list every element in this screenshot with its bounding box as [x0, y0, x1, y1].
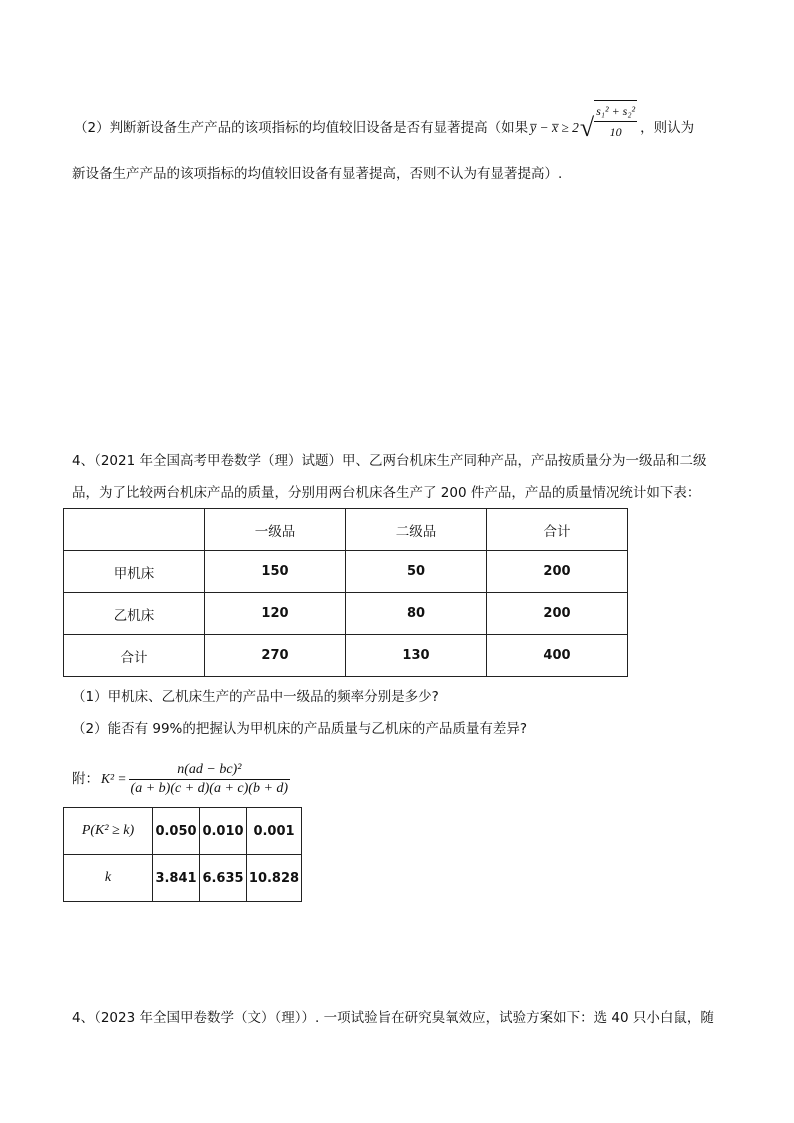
table-cell: 200	[487, 593, 628, 635]
table-cell: 80	[346, 593, 487, 635]
table-cell: 270	[205, 635, 346, 677]
table-cell: 0.010	[200, 808, 247, 855]
table-header-cell	[64, 509, 205, 551]
k2-fraction	[129, 761, 291, 798]
q4-line1: 4、（2021 年全国高考甲卷数学（理）试题）甲、乙两台机床生产同种产品，产品按质量分为一级品和二级	[72, 453, 707, 469]
table-cell: 400	[487, 635, 628, 677]
q3-formula-lhs: y̅ − x̅ ≥ 2	[530, 120, 579, 135]
table-cell: 6.635	[200, 855, 247, 902]
table-cell: 0.050	[153, 808, 200, 855]
ptable-row-label: P(K² ≥ k)	[64, 808, 153, 855]
q4-sub1: （1）甲机床、乙机床生产的产品中一级品的频率分别是多少?	[72, 689, 439, 705]
table-cell: 150	[205, 551, 346, 593]
table-cell: 3.841	[153, 855, 200, 902]
table-header-row	[64, 509, 628, 551]
q4-sub2: （2）能否有 99%的把握认为甲机床的产品质量与乙机床的产品质量有差异?	[72, 721, 528, 737]
appendix-label: 附：	[72, 771, 99, 787]
q3-formula-den: 10	[594, 121, 637, 142]
table-row	[64, 551, 628, 593]
table-cell: 0.001	[247, 808, 302, 855]
q3-part2-line1	[74, 104, 695, 142]
q3-formula-num: s₁² + s₂²	[596, 104, 636, 118]
table-cell: 200	[487, 551, 628, 593]
table-header-cell: 二级品	[346, 509, 487, 551]
table-header-cell: 一级品	[205, 509, 346, 551]
quality-table	[63, 508, 628, 677]
sqrt-icon: √	[579, 113, 595, 142]
q3-part2-line2: 新设备生产产品的该项指标的均值较旧设备有显著提高，否则不认为有显著提高）.	[72, 166, 563, 182]
q3-part2-text: （2）判断新设备生产产品的该项指标的均值较旧设备是否有显著提高（如果	[74, 120, 529, 136]
appendix-formula	[72, 760, 290, 798]
table-row	[64, 855, 302, 902]
table-row	[64, 808, 302, 855]
q3-part2-text-after: ，则认为	[640, 120, 695, 136]
k2-num: n(ad − bc)²	[177, 761, 242, 777]
k2-critical-table	[63, 807, 302, 902]
q3-formula-fraction	[594, 100, 637, 142]
table-header-cell: 合计	[487, 509, 628, 551]
table-row-label: 合计	[64, 635, 205, 677]
table-cell: 10.828	[247, 855, 302, 902]
table-cell: 50	[346, 551, 487, 593]
table-row-label: 甲机床	[64, 551, 205, 593]
table-cell: 130	[346, 635, 487, 677]
table-row	[64, 635, 628, 677]
table-row-label: 乙机床	[64, 593, 205, 635]
ptable-row-label: k	[64, 855, 153, 902]
table-row	[64, 593, 628, 635]
table-cell: 120	[205, 593, 346, 635]
k2-den: (a + b)(c + d)(a + c)(b + d)	[130, 780, 289, 796]
q5-line1: 4、（2023 年全国甲卷数学（文）（理））. 一项试验旨在研究臭氧效应，试验方案如下：选 40 只小白鼠，随	[72, 1010, 714, 1026]
q4-line2: 品，为了比较两台机床产品的质量，分别用两台机床各生产了 200 件产品，产品的质量情况统计如下表：	[72, 485, 701, 501]
k2-lhs: K² =	[101, 771, 127, 786]
